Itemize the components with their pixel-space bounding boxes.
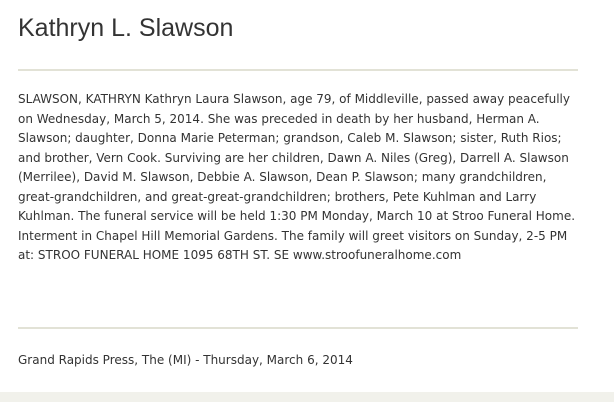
obituary-text: SLAWSON, KATHRYN Kathryn Laura Slawson, age 79, of Middleville, passed away peacefully on Wednesday, March 5, 2014. She was preceded in death by her husband, Herman A. Slawson; daughter, Donna Marie Peterman; grandson, Caleb M. Slawson; sister, Ruth Rios; and brother, Vern Cook. Surviving are her children, Dawn A. Niles (Greg), Darrell A. Slawson (Merrilee), David M. Slawson, Debbie A. Slawson, Dean P. Slawson; many grandchildren, great-grandchildren, and great-great-grandchildren; brothers, Pete Kuhlman and Larry Kuhlman. The funeral service will be held 1:30 PM Monday, March 10 at Stroo Funeral Home. Interment in Chapel Hill Memorial Gardens. The family will greet visitors on Sunday, 2-5 PM at: STROO FUNERAL HOME 1095 68TH ST. SE www.stroofuneralhome.com [18, 92, 576, 262]
footer-band [0, 392, 614, 402]
page-title: Kathryn L. Slawson [18, 14, 234, 42]
top-divider [18, 69, 578, 71]
publication-source: Grand Rapids Press, The (MI) - Thursday, March 6, 2014 [18, 353, 353, 367]
bottom-divider [18, 327, 578, 329]
